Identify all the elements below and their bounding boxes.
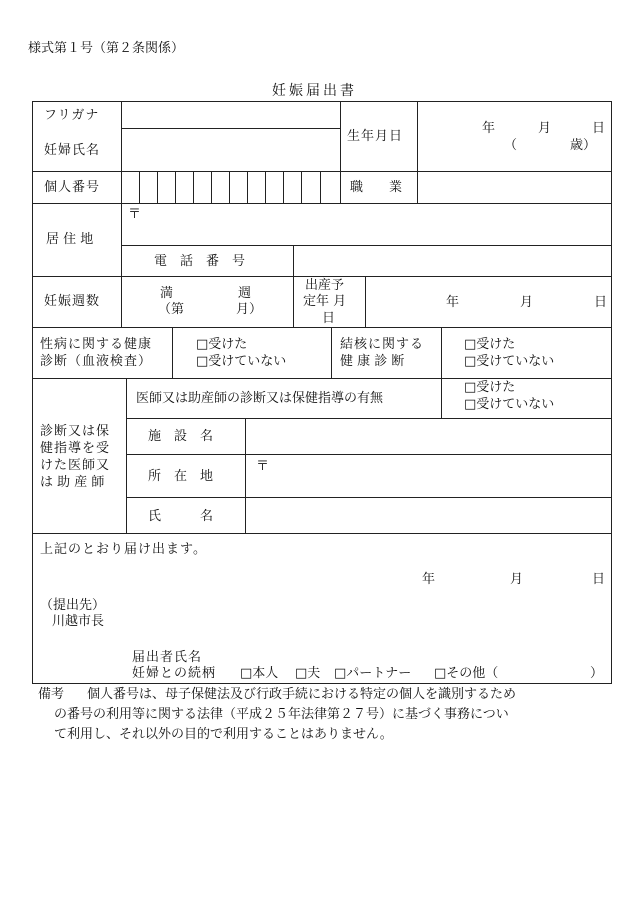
- declaration-day-label: 日: [592, 572, 606, 587]
- birth-month-label: 月: [538, 121, 552, 136]
- phone-label: 電 話 番 号: [154, 254, 246, 269]
- relation-self-checkbox[interactable]: □ 本人: [240, 667, 278, 680]
- name-field[interactable]: [122, 129, 339, 171]
- mayor-label: 川越市長: [52, 614, 105, 629]
- std-not-received-checkbox[interactable]: □ 受けていない: [196, 355, 286, 368]
- page-title: 妊娠届出書: [272, 83, 357, 99]
- note-line-3: て利用し、それ以外の目的で利用することはありません。: [54, 727, 393, 742]
- furigana-label: フリガナ: [44, 108, 100, 123]
- form-number: 様式第１号（第２条関係）: [28, 41, 185, 56]
- name-label: 妊婦氏名: [44, 143, 101, 158]
- birth-field[interactable]: [418, 102, 610, 171]
- mynumber-field[interactable]: [122, 172, 339, 203]
- applicant-name-field[interactable]: [220, 647, 608, 665]
- due-month-label: 月: [520, 295, 534, 310]
- relation-husband-checkbox[interactable]: □ 夫: [295, 667, 320, 680]
- tb-label-2: 健 康 診 断: [340, 354, 405, 369]
- due-day-label: 日: [594, 295, 608, 310]
- doctor-label-2: 健指導を受: [40, 441, 111, 456]
- birth-year-label: 年: [482, 121, 496, 136]
- facility-label: 施 設 名: [148, 429, 214, 444]
- postal-mark: 〒: [128, 207, 142, 222]
- birth-label: 生年月日: [347, 129, 404, 144]
- declaration-month-label: 月: [510, 572, 524, 587]
- birth-day-label: 日: [592, 121, 606, 136]
- doctor-label-4: は 助 産 師: [40, 475, 105, 490]
- age-close: 歳）: [570, 138, 597, 153]
- location-label: 所 在 地: [148, 469, 214, 484]
- address-field[interactable]: [122, 204, 610, 245]
- mynumber-label: 個人番号: [44, 180, 101, 195]
- due-label-1: 出産予: [305, 278, 345, 293]
- due-date-field[interactable]: [366, 277, 610, 327]
- location-field[interactable]: [246, 455, 610, 497]
- doctor-label-1: 診断又は保: [40, 424, 111, 439]
- note-line-1: 個人番号は、母子保健法及び行政手続における特定の個人を識別するため: [87, 687, 517, 702]
- weeks-label: 妊娠週数: [44, 294, 101, 309]
- job-label: 職 業: [350, 180, 403, 195]
- location-postal-mark: 〒: [256, 459, 270, 474]
- guidance-question: 医師又は助産師の診断又は保健指導の有無: [136, 391, 384, 406]
- address-label: 居 住 地: [46, 232, 94, 247]
- due-year-label: 年: [446, 295, 460, 310]
- declaration-year-label: 年: [422, 572, 436, 587]
- note-line-2: の番号の利用等に関する法律（平成２５年法律第２７号）に基づく事務につい: [54, 707, 509, 722]
- applicant-name-label: 届出者氏名: [132, 650, 203, 665]
- std-received-checkbox[interactable]: □ 受けた: [196, 338, 247, 351]
- furigana-field[interactable]: [122, 102, 339, 128]
- doctor-name-label: 氏 名: [148, 509, 214, 524]
- note-label: 備考: [38, 687, 65, 702]
- due-label-3: 日: [322, 311, 336, 326]
- relation-other-close: ）: [590, 666, 604, 681]
- guidance-not-received-checkbox[interactable]: □ 受けていない: [464, 398, 554, 411]
- tb-received-checkbox[interactable]: □ 受けた: [464, 338, 515, 351]
- tb-label-1: 結核に関する: [340, 337, 425, 352]
- doctor-name-field[interactable]: [246, 498, 610, 533]
- doctor-label-3: けた医師又: [40, 458, 111, 473]
- due-label-2: 定年 月: [303, 294, 347, 309]
- tb-not-received-checkbox[interactable]: □ 受けていない: [464, 355, 554, 368]
- phone-field[interactable]: [294, 246, 610, 276]
- std-label-1: 性病に関する健康: [40, 337, 153, 352]
- declaration-text: 上記のとおり届け出ます。: [40, 542, 207, 557]
- declaration-date-field[interactable]: [400, 568, 610, 590]
- relation-other-checkbox[interactable]: □ その他（: [434, 667, 498, 680]
- facility-field[interactable]: [246, 419, 610, 454]
- relation-label: 妊婦との続柄: [132, 666, 217, 681]
- job-field[interactable]: [418, 172, 610, 203]
- weeks-full: 満 週: [160, 286, 252, 301]
- age-open: （: [504, 138, 518, 153]
- weeks-month: （第 月）: [158, 302, 263, 317]
- submit-to-label: （提出先）: [40, 598, 106, 613]
- relation-other-field[interactable]: [512, 664, 588, 680]
- std-label-2: 診断（血液検査）: [40, 354, 153, 369]
- relation-partner-checkbox[interactable]: □ パートナー: [334, 667, 411, 680]
- guidance-received-checkbox[interactable]: □ 受けた: [464, 381, 515, 394]
